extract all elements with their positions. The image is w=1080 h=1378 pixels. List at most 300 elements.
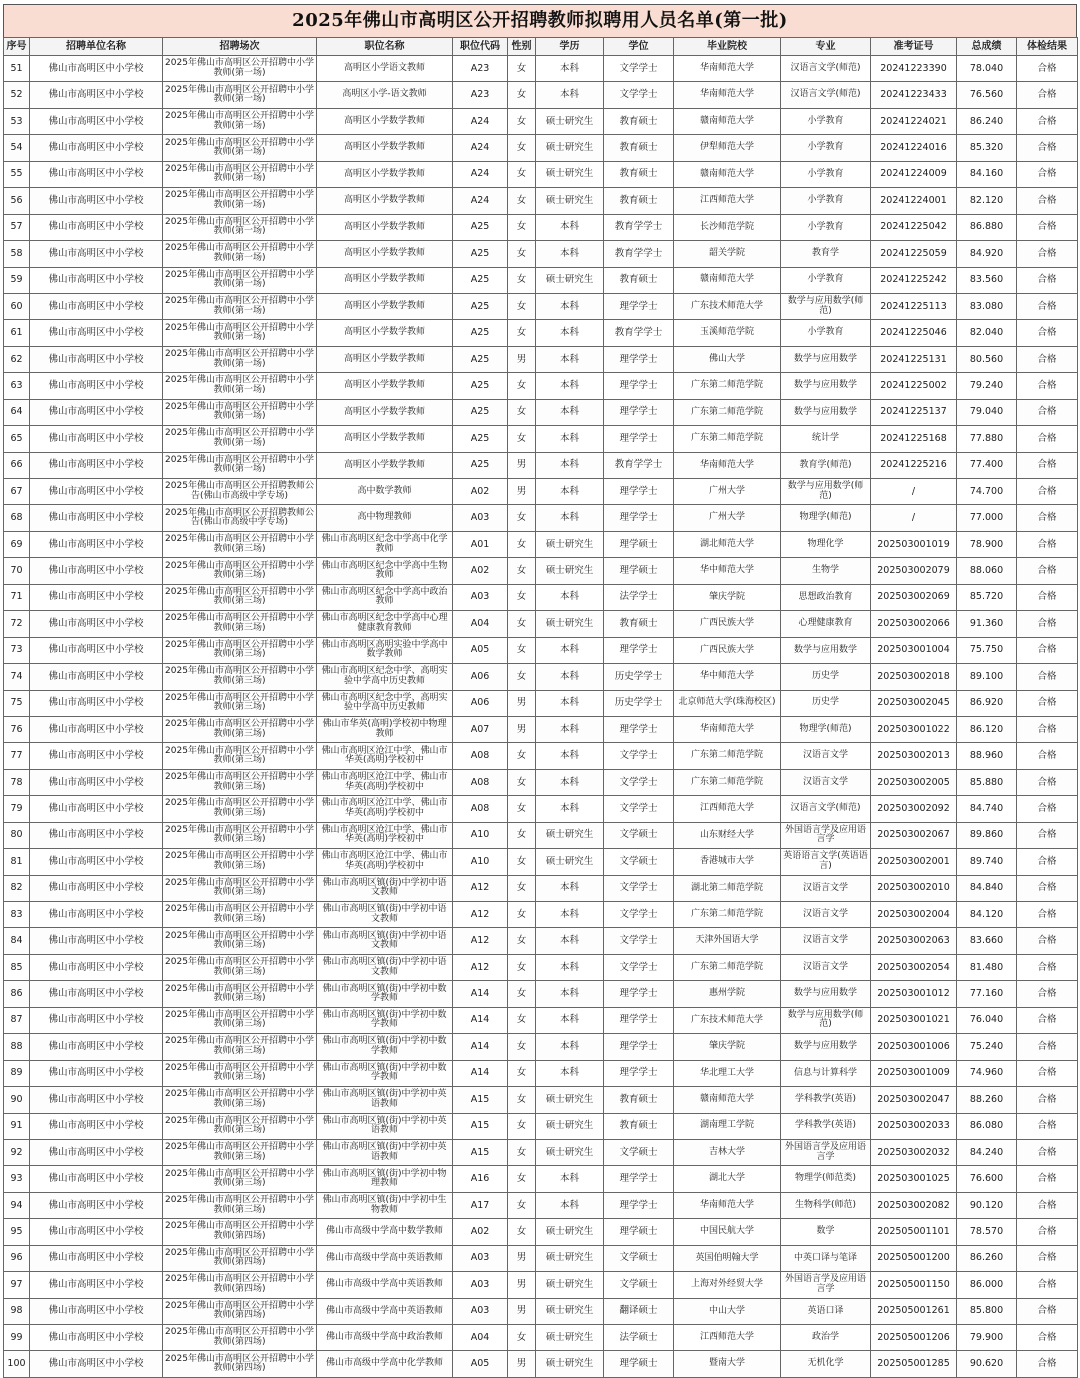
cell-medical: 合格 bbox=[1017, 1219, 1078, 1245]
cell-school: 广东技术师范大学 bbox=[674, 1007, 781, 1033]
cell-exam-id: 202503001021 bbox=[871, 1007, 957, 1033]
cell-session: 2025年佛山市高明区公开招聘中小学教师(第一场) bbox=[163, 346, 317, 372]
cell-position: 高明区小学数学教师 bbox=[317, 399, 453, 425]
cell-medical: 合格 bbox=[1017, 214, 1078, 240]
cell-degree: 理学硕士 bbox=[604, 531, 674, 557]
cell-position: 佛山市高明区镇(街)中学初中数学教师 bbox=[317, 1060, 453, 1086]
cell-code: A10 bbox=[453, 849, 508, 875]
cell-unit: 佛山市高明区中小学校 bbox=[30, 452, 163, 478]
cell-education: 本科 bbox=[536, 954, 604, 980]
cell-gender: 女 bbox=[508, 849, 536, 875]
cell-exam-id: 20241224016 bbox=[871, 135, 957, 161]
cell-score: 84.920 bbox=[957, 241, 1017, 267]
cell-degree: 教育硕士 bbox=[604, 108, 674, 134]
cell-unit: 佛山市高明区中小学校 bbox=[30, 346, 163, 372]
cell-score: 90.120 bbox=[957, 1192, 1017, 1218]
cell-degree: 教育硕士 bbox=[604, 188, 674, 214]
cell-medical: 合格 bbox=[1017, 188, 1078, 214]
cell-unit: 佛山市高明区中小学校 bbox=[30, 796, 163, 822]
cell-session: 2025年佛山市高明区公开招聘中小学教师(第三场) bbox=[163, 637, 317, 663]
cell-position: 高明区小学数学教师 bbox=[317, 320, 453, 346]
table-row bbox=[4, 293, 1078, 319]
cell-code: A24 bbox=[453, 188, 508, 214]
table-row bbox=[4, 611, 1078, 637]
cell-school: 惠州学院 bbox=[674, 981, 781, 1007]
cell-education: 本科 bbox=[536, 796, 604, 822]
cell-major: 数学与应用数学 bbox=[781, 399, 871, 425]
cell-major: 外国语言学及应用语言学 bbox=[781, 1272, 871, 1298]
cell-score: 79.240 bbox=[957, 373, 1017, 399]
cell-unit: 佛山市高明区中小学校 bbox=[30, 161, 163, 187]
cell-position: 佛山市高明区纪念中学高中心理健康教育教师 bbox=[317, 611, 453, 637]
cell-position: 佛山市高明区沧江中学、佛山市华英(高明)学校初中 bbox=[317, 796, 453, 822]
cell-medical: 合格 bbox=[1017, 346, 1078, 372]
cell-code: A03 bbox=[453, 1245, 508, 1271]
cell-school: 广东第二师范学院 bbox=[674, 426, 781, 452]
cell-index: 64 bbox=[4, 399, 30, 425]
cell-unit: 佛山市高明区中小学校 bbox=[30, 981, 163, 1007]
cell-degree: 文学硕士 bbox=[604, 822, 674, 848]
cell-position: 佛山市高级中学高中英语教师 bbox=[317, 1272, 453, 1298]
cell-session: 2025年佛山市高明区公开招聘中小学教师(第三场) bbox=[163, 981, 317, 1007]
cell-exam-id: 202503001019 bbox=[871, 531, 957, 557]
cell-unit: 佛山市高明区中小学校 bbox=[30, 293, 163, 319]
cell-gender: 女 bbox=[508, 637, 536, 663]
cell-gender: 女 bbox=[508, 505, 536, 531]
cell-medical: 合格 bbox=[1017, 241, 1078, 267]
table-row bbox=[4, 135, 1078, 161]
cell-score: 88.960 bbox=[957, 743, 1017, 769]
cell-gender: 女 bbox=[508, 611, 536, 637]
cell-major: 小学教育 bbox=[781, 188, 871, 214]
cell-major: 外国语言学及应用语言学 bbox=[781, 822, 871, 848]
table-row bbox=[4, 1007, 1078, 1033]
cell-medical: 合格 bbox=[1017, 796, 1078, 822]
cell-education: 硕士研究生 bbox=[536, 849, 604, 875]
cell-major: 汉语言文学(师范) bbox=[781, 82, 871, 108]
cell-school: 广西民族大学 bbox=[674, 611, 781, 637]
cell-education: 本科 bbox=[536, 1060, 604, 1086]
cell-code: A04 bbox=[453, 1325, 508, 1351]
cell-score: 76.040 bbox=[957, 1007, 1017, 1033]
cell-gender: 女 bbox=[508, 161, 536, 187]
cell-score: 86.120 bbox=[957, 716, 1017, 742]
cell-exam-id: 20241223390 bbox=[871, 56, 957, 82]
cell-score: 76.560 bbox=[957, 82, 1017, 108]
table-row bbox=[4, 928, 1078, 954]
cell-score: 86.240 bbox=[957, 108, 1017, 134]
cell-education: 硕士研究生 bbox=[536, 822, 604, 848]
cell-gender: 女 bbox=[508, 1087, 536, 1113]
cell-position: 佛山市高级中学高中数学教师 bbox=[317, 1219, 453, 1245]
cell-score: 86.880 bbox=[957, 214, 1017, 240]
cell-medical: 合格 bbox=[1017, 320, 1078, 346]
cell-major: 小学教育 bbox=[781, 161, 871, 187]
cell-major: 汉语言文学 bbox=[781, 902, 871, 928]
cell-code: A25 bbox=[453, 346, 508, 372]
table-row bbox=[4, 796, 1078, 822]
cell-unit: 佛山市高明区中小学校 bbox=[30, 1272, 163, 1298]
table-row bbox=[4, 56, 1078, 82]
table-row bbox=[4, 637, 1078, 663]
cell-exam-id: 202503001012 bbox=[871, 981, 957, 1007]
cell-exam-id: 202503002063 bbox=[871, 928, 957, 954]
cell-unit: 佛山市高明区中小学校 bbox=[30, 1325, 163, 1351]
cell-score: 80.560 bbox=[957, 346, 1017, 372]
cell-exam-id: 202505001150 bbox=[871, 1272, 957, 1298]
cell-unit: 佛山市高明区中小学校 bbox=[30, 426, 163, 452]
cell-education: 本科 bbox=[536, 902, 604, 928]
cell-unit: 佛山市高明区中小学校 bbox=[30, 928, 163, 954]
cell-education: 本科 bbox=[536, 241, 604, 267]
cell-session: 2025年佛山市高明区公开招聘中小学教师(第一场) bbox=[163, 267, 317, 293]
cell-gender: 女 bbox=[508, 558, 536, 584]
cell-medical: 合格 bbox=[1017, 1087, 1078, 1113]
cell-index: 69 bbox=[4, 531, 30, 557]
cell-score: 75.240 bbox=[957, 1034, 1017, 1060]
table-header-row bbox=[4, 38, 1078, 56]
cell-unit: 佛山市高明区中小学校 bbox=[30, 1192, 163, 1218]
cell-major: 历史学 bbox=[781, 664, 871, 690]
table-row bbox=[4, 214, 1078, 240]
cell-session: 2025年佛山市高明区公开招聘中小学教师(第三场) bbox=[163, 875, 317, 901]
cell-session: 2025年佛山市高明区公开招聘中小学教师(第三场) bbox=[163, 611, 317, 637]
cell-score: 89.100 bbox=[957, 664, 1017, 690]
cell-exam-id: 202503002013 bbox=[871, 743, 957, 769]
cell-session: 2025年佛山市高明区公开招聘中小学教师(第一场) bbox=[163, 56, 317, 82]
cell-score: 86.920 bbox=[957, 690, 1017, 716]
cell-medical: 合格 bbox=[1017, 161, 1078, 187]
cell-session: 2025年佛山市高明区公开招聘中小学教师(第三场) bbox=[163, 796, 317, 822]
cell-session: 2025年佛山市高明区公开招聘中小学教师(第三场) bbox=[163, 1087, 317, 1113]
cell-major: 汉语言文学 bbox=[781, 769, 871, 795]
table-row bbox=[4, 1351, 1078, 1377]
table-row bbox=[4, 822, 1078, 848]
cell-position: 佛山市高明区镇(街)中学初中英语教师 bbox=[317, 1139, 453, 1165]
cell-school: 山东财经大学 bbox=[674, 822, 781, 848]
cell-medical: 合格 bbox=[1017, 108, 1078, 134]
cell-index: 88 bbox=[4, 1034, 30, 1060]
cell-exam-id: 202503001006 bbox=[871, 1034, 957, 1060]
cell-school: 广东技术师范大学 bbox=[674, 293, 781, 319]
cell-index: 65 bbox=[4, 426, 30, 452]
cell-code: A14 bbox=[453, 1034, 508, 1060]
cell-unit: 佛山市高明区中小学校 bbox=[30, 1087, 163, 1113]
cell-exam-id: 20241224021 bbox=[871, 108, 957, 134]
cell-gender: 女 bbox=[508, 1166, 536, 1192]
cell-index: 81 bbox=[4, 849, 30, 875]
cell-unit: 佛山市高明区中小学校 bbox=[30, 584, 163, 610]
cell-major: 数学与应用数学 bbox=[781, 1034, 871, 1060]
cell-session: 2025年佛山市高明区公开招聘中小学教师(第一场) bbox=[163, 82, 317, 108]
cell-exam-id: 202505001101 bbox=[871, 1219, 957, 1245]
cell-index: 95 bbox=[4, 1219, 30, 1245]
cell-unit: 佛山市高明区中小学校 bbox=[30, 399, 163, 425]
cell-session: 2025年佛山市高明区公开招聘中小学教师(第三场) bbox=[163, 690, 317, 716]
cell-unit: 佛山市高明区中小学校 bbox=[30, 1298, 163, 1324]
cell-gender: 女 bbox=[508, 1192, 536, 1218]
cell-major: 小学教育 bbox=[781, 320, 871, 346]
cell-code: A25 bbox=[453, 399, 508, 425]
cell-score: 84.740 bbox=[957, 796, 1017, 822]
cell-medical: 合格 bbox=[1017, 373, 1078, 399]
cell-code: A23 bbox=[453, 56, 508, 82]
cell-education: 硕士研究生 bbox=[536, 267, 604, 293]
cell-exam-id: 20241225131 bbox=[871, 346, 957, 372]
cell-gender: 女 bbox=[508, 743, 536, 769]
cell-gender: 女 bbox=[508, 1034, 536, 1060]
table-row bbox=[4, 505, 1078, 531]
cell-code: A02 bbox=[453, 479, 508, 505]
cell-major: 小学教育 bbox=[781, 267, 871, 293]
cell-code: A06 bbox=[453, 664, 508, 690]
cell-exam-id: 202505001261 bbox=[871, 1298, 957, 1324]
cell-major: 中英口译与笔译 bbox=[781, 1245, 871, 1271]
cell-education: 本科 bbox=[536, 584, 604, 610]
cell-unit: 佛山市高明区中小学校 bbox=[30, 135, 163, 161]
cell-medical: 合格 bbox=[1017, 769, 1078, 795]
cell-position: 佛山市高明区镇(街)中学初中物理教师 bbox=[317, 1166, 453, 1192]
cell-index: 55 bbox=[4, 161, 30, 187]
cell-score: 84.160 bbox=[957, 161, 1017, 187]
cell-degree: 理学学士 bbox=[604, 1007, 674, 1033]
cell-session: 2025年佛山市高明区公开招聘中小学教师(第四场) bbox=[163, 1219, 317, 1245]
table-row bbox=[4, 108, 1078, 134]
cell-school: 华南师范大学 bbox=[674, 716, 781, 742]
cell-position: 佛山市华英(高明)学校初中物理教师 bbox=[317, 716, 453, 742]
cell-position: 高明区小学数学教师 bbox=[317, 241, 453, 267]
cell-gender: 女 bbox=[508, 584, 536, 610]
cell-medical: 合格 bbox=[1017, 267, 1078, 293]
cell-medical: 合格 bbox=[1017, 399, 1078, 425]
cell-gender: 女 bbox=[508, 399, 536, 425]
cell-school: 赣南师范大学 bbox=[674, 108, 781, 134]
cell-degree: 文学硕士 bbox=[604, 849, 674, 875]
cell-code: A06 bbox=[453, 690, 508, 716]
cell-major: 小学教育 bbox=[781, 108, 871, 134]
cell-score: 79.900 bbox=[957, 1325, 1017, 1351]
cell-school: 吉林大学 bbox=[674, 1139, 781, 1165]
cell-degree: 教育硕士 bbox=[604, 161, 674, 187]
cell-score: 83.660 bbox=[957, 928, 1017, 954]
header-col-index: 序号 bbox=[4, 38, 30, 56]
cell-school: 广州大学 bbox=[674, 479, 781, 505]
cell-code: A02 bbox=[453, 1219, 508, 1245]
header-col-medical: 体检结果 bbox=[1017, 38, 1078, 56]
cell-unit: 佛山市高明区中小学校 bbox=[30, 241, 163, 267]
cell-degree: 理学学士 bbox=[604, 637, 674, 663]
cell-score: 82.120 bbox=[957, 188, 1017, 214]
cell-major: 汉语言文学 bbox=[781, 875, 871, 901]
cell-index: 68 bbox=[4, 505, 30, 531]
cell-medical: 合格 bbox=[1017, 981, 1078, 1007]
cell-score: 81.480 bbox=[957, 954, 1017, 980]
cell-degree: 教育硕士 bbox=[604, 611, 674, 637]
cell-school: 华南师范大学 bbox=[674, 452, 781, 478]
cell-medical: 合格 bbox=[1017, 664, 1078, 690]
cell-code: A02 bbox=[453, 558, 508, 584]
cell-major: 汉语言文学 bbox=[781, 743, 871, 769]
cell-degree: 教育硕士 bbox=[604, 1113, 674, 1139]
cell-degree: 文学学士 bbox=[604, 769, 674, 795]
cell-education: 本科 bbox=[536, 1007, 604, 1033]
cell-code: A08 bbox=[453, 796, 508, 822]
cell-medical: 合格 bbox=[1017, 1166, 1078, 1192]
cell-school: 长沙师范学院 bbox=[674, 214, 781, 240]
cell-session: 2025年佛山市高明区公开招聘中小学教师(第四场) bbox=[163, 1298, 317, 1324]
cell-education: 本科 bbox=[536, 399, 604, 425]
cell-index: 83 bbox=[4, 902, 30, 928]
cell-education: 硕士研究生 bbox=[536, 611, 604, 637]
cell-index: 70 bbox=[4, 558, 30, 584]
cell-position: 佛山市高明区镇(街)中学初中语文教师 bbox=[317, 875, 453, 901]
cell-unit: 佛山市高明区中小学校 bbox=[30, 1139, 163, 1165]
cell-education: 本科 bbox=[536, 875, 604, 901]
cell-school: 江西师范大学 bbox=[674, 796, 781, 822]
cell-session: 2025年佛山市高明区公开招聘中小学教师(第一场) bbox=[163, 108, 317, 134]
cell-position: 高中数学教师 bbox=[317, 479, 453, 505]
cell-index: 82 bbox=[4, 875, 30, 901]
cell-unit: 佛山市高明区中小学校 bbox=[30, 902, 163, 928]
cell-unit: 佛山市高明区中小学校 bbox=[30, 479, 163, 505]
cell-index: 89 bbox=[4, 1060, 30, 1086]
cell-index: 56 bbox=[4, 188, 30, 214]
cell-major: 生物学 bbox=[781, 558, 871, 584]
cell-unit: 佛山市高明区中小学校 bbox=[30, 531, 163, 557]
table-row bbox=[4, 1245, 1078, 1271]
cell-unit: 佛山市高明区中小学校 bbox=[30, 1034, 163, 1060]
cell-school: 北京师范大学(珠海校区) bbox=[674, 690, 781, 716]
header-col-unit: 招聘单位名称 bbox=[30, 38, 163, 56]
cell-medical: 合格 bbox=[1017, 611, 1078, 637]
cell-school: 赣南师范大学 bbox=[674, 1087, 781, 1113]
table-row bbox=[4, 531, 1078, 557]
cell-code: A25 bbox=[453, 293, 508, 319]
cell-degree: 理学学士 bbox=[604, 1034, 674, 1060]
cell-exam-id: 20241225059 bbox=[871, 241, 957, 267]
cell-score: 89.860 bbox=[957, 822, 1017, 848]
cell-code: A14 bbox=[453, 981, 508, 1007]
cell-gender: 女 bbox=[508, 214, 536, 240]
cell-degree: 历史学学士 bbox=[604, 664, 674, 690]
cell-school: 广东第二师范学院 bbox=[674, 399, 781, 425]
cell-code: A25 bbox=[453, 452, 508, 478]
cell-position: 佛山市高明区沧江中学、佛山市华英(高明)学校初中 bbox=[317, 769, 453, 795]
cell-medical: 合格 bbox=[1017, 558, 1078, 584]
cell-unit: 佛山市高明区中小学校 bbox=[30, 320, 163, 346]
cell-school: 华南师范大学 bbox=[674, 1192, 781, 1218]
cell-session: 2025年佛山市高明区公开招聘中小学教师(第三场) bbox=[163, 531, 317, 557]
cell-unit: 佛山市高明区中小学校 bbox=[30, 664, 163, 690]
cell-session: 2025年佛山市高明区公开招聘中小学教师(第三场) bbox=[163, 1034, 317, 1060]
cell-position: 佛山市高级中学高中英语教师 bbox=[317, 1245, 453, 1271]
cell-medical: 合格 bbox=[1017, 954, 1078, 980]
cell-gender: 男 bbox=[508, 1245, 536, 1271]
cell-unit: 佛山市高明区中小学校 bbox=[30, 505, 163, 531]
cell-gender: 女 bbox=[508, 981, 536, 1007]
cell-score: 85.320 bbox=[957, 135, 1017, 161]
cell-unit: 佛山市高明区中小学校 bbox=[30, 188, 163, 214]
cell-major: 汉语言文学(师范) bbox=[781, 56, 871, 82]
cell-score: 88.060 bbox=[957, 558, 1017, 584]
cell-medical: 合格 bbox=[1017, 1192, 1078, 1218]
cell-index: 99 bbox=[4, 1325, 30, 1351]
cell-exam-id: 202503002033 bbox=[871, 1113, 957, 1139]
cell-school: 广东第二师范学院 bbox=[674, 743, 781, 769]
cell-score: 84.840 bbox=[957, 875, 1017, 901]
cell-major: 教育学 bbox=[781, 241, 871, 267]
cell-education: 硕士研究生 bbox=[536, 558, 604, 584]
cell-index: 97 bbox=[4, 1272, 30, 1298]
cell-position: 高明区小学数学教师 bbox=[317, 452, 453, 478]
cell-education: 本科 bbox=[536, 1192, 604, 1218]
cell-index: 78 bbox=[4, 769, 30, 795]
cell-degree: 理学学士 bbox=[604, 1192, 674, 1218]
table-row bbox=[4, 1325, 1078, 1351]
cell-session: 2025年佛山市高明区公开招聘中小学教师(第三场) bbox=[163, 584, 317, 610]
cell-gender: 女 bbox=[508, 188, 536, 214]
cell-education: 硕士研究生 bbox=[536, 161, 604, 187]
cell-education: 硕士研究生 bbox=[536, 108, 604, 134]
cell-school: 中山大学 bbox=[674, 1298, 781, 1324]
cell-degree: 法学硕士 bbox=[604, 1325, 674, 1351]
cell-major: 学科教学(英语) bbox=[781, 1087, 871, 1113]
cell-school: 肇庆学院 bbox=[674, 1034, 781, 1060]
cell-major: 数学与应用数学(师范) bbox=[781, 293, 871, 319]
cell-major: 无机化学 bbox=[781, 1351, 871, 1377]
cell-medical: 合格 bbox=[1017, 1325, 1078, 1351]
cell-code: A03 bbox=[453, 505, 508, 531]
cell-education: 硕士研究生 bbox=[536, 1113, 604, 1139]
cell-major: 历史学 bbox=[781, 690, 871, 716]
cell-degree: 理学学士 bbox=[604, 399, 674, 425]
cell-gender: 女 bbox=[508, 664, 536, 690]
cell-session: 2025年佛山市高明区公开招聘中小学教师(第三场) bbox=[163, 928, 317, 954]
cell-score: 89.740 bbox=[957, 849, 1017, 875]
cell-position: 佛山市高明区沧江中学、佛山市华英(高明)学校初中 bbox=[317, 822, 453, 848]
cell-position: 佛山市高明区纪念中学高中政治教师 bbox=[317, 584, 453, 610]
cell-exam-id: 20241225242 bbox=[871, 267, 957, 293]
cell-exam-id: 20241224009 bbox=[871, 161, 957, 187]
cell-session: 2025年佛山市高明区公开招聘中小学教师(第三场) bbox=[163, 1113, 317, 1139]
cell-index: 75 bbox=[4, 690, 30, 716]
cell-degree: 教育硕士 bbox=[604, 1087, 674, 1113]
cell-position: 佛山市高明区高明实验中学高中数学教师 bbox=[317, 637, 453, 663]
cell-school: 伊犁师范大学 bbox=[674, 135, 781, 161]
cell-exam-id: 202503002079 bbox=[871, 558, 957, 584]
header-col-score: 总成绩 bbox=[957, 38, 1017, 56]
cell-session: 2025年佛山市高明区公开招聘中小学教师(第三场) bbox=[163, 664, 317, 690]
cell-gender: 女 bbox=[508, 293, 536, 319]
cell-position: 佛山市高明区沧江中学、佛山市华英(高明)学校初中 bbox=[317, 849, 453, 875]
cell-education: 本科 bbox=[536, 769, 604, 795]
cell-school: 香港城市大学 bbox=[674, 849, 781, 875]
cell-gender: 女 bbox=[508, 928, 536, 954]
cell-major: 汉语言文学(师范) bbox=[781, 796, 871, 822]
cell-exam-id: 20241223433 bbox=[871, 82, 957, 108]
cell-position: 高明区小学数学教师 bbox=[317, 293, 453, 319]
header-col-exam-id: 准考证号 bbox=[871, 38, 957, 56]
cell-exam-id: 202503002066 bbox=[871, 611, 957, 637]
cell-degree: 教育学学士 bbox=[604, 320, 674, 346]
cell-education: 本科 bbox=[536, 426, 604, 452]
cell-position: 佛山市高级中学高中英语教师 bbox=[317, 1298, 453, 1324]
table-row bbox=[4, 161, 1078, 187]
cell-index: 51 bbox=[4, 56, 30, 82]
cell-session: 2025年佛山市高明区公开招聘中小学教师(第四场) bbox=[163, 1245, 317, 1271]
cell-session: 2025年佛山市高明区公开招聘中小学教师(第三场) bbox=[163, 902, 317, 928]
cell-index: 94 bbox=[4, 1192, 30, 1218]
